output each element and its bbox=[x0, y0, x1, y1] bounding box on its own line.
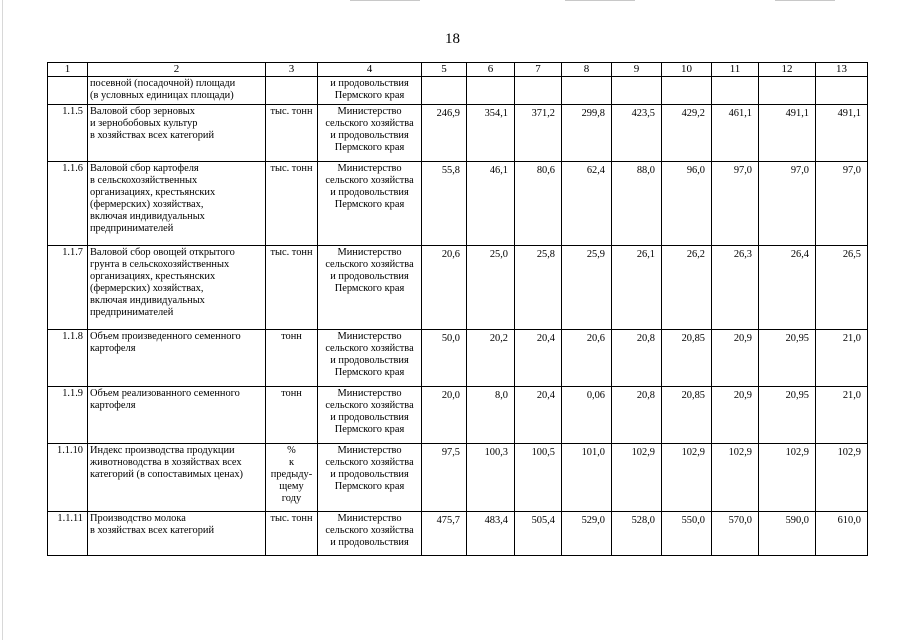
responsible-agency bbox=[318, 387, 422, 444]
unit-of-measure-line: щему bbox=[279, 481, 304, 492]
indicator-name-line: в сельскохозяйственных bbox=[90, 175, 198, 186]
value-cell: 475,7 bbox=[422, 512, 467, 556]
unit-of-measure bbox=[266, 77, 318, 105]
value-cell: 483,4 bbox=[467, 512, 515, 556]
responsible-agency-line: Пермского края bbox=[334, 481, 405, 492]
value-cell: 100,3 bbox=[467, 444, 515, 512]
responsible-agency-line: и продовольствия bbox=[330, 130, 409, 141]
indicator-name-line: (фермерских) хозяйствах, bbox=[90, 199, 204, 210]
value-cell: 102,9 bbox=[662, 444, 712, 512]
indicator-name bbox=[88, 162, 266, 246]
indicator-name-line: предпринимателей bbox=[90, 223, 174, 234]
indicator-name-line: предпринимателей bbox=[90, 307, 174, 318]
responsible-agency-line: Министерство bbox=[337, 247, 402, 258]
indicator-name bbox=[88, 105, 266, 162]
row-number bbox=[48, 77, 88, 105]
responsible-agency bbox=[318, 330, 422, 387]
responsible-agency bbox=[318, 444, 422, 512]
value-cell: 26,1 bbox=[612, 246, 662, 330]
indicators-table bbox=[47, 62, 868, 556]
responsible-agency-line: и продовольствия bbox=[330, 355, 409, 366]
value-cell: 570,0 bbox=[712, 512, 759, 556]
indicator-name bbox=[88, 444, 266, 512]
value-cell: 461,1 bbox=[712, 105, 759, 162]
indicator-name-line: категорий (в сопоставимых ценах) bbox=[90, 469, 243, 480]
value-cell: 491,1 bbox=[816, 105, 868, 162]
indicator-name bbox=[88, 330, 266, 387]
value-cell bbox=[562, 77, 612, 105]
value-cell: 590,0 bbox=[759, 512, 816, 556]
unit-of-measure bbox=[266, 444, 318, 512]
value-cell bbox=[422, 77, 467, 105]
value-cell: 26,5 bbox=[816, 246, 868, 330]
responsible-agency-line: Пермского края bbox=[334, 142, 405, 153]
value-cell: 55,8 bbox=[422, 162, 467, 246]
unit-of-measure-line: тонн bbox=[281, 331, 302, 342]
unit-of-measure bbox=[266, 512, 318, 556]
responsible-agency bbox=[318, 512, 422, 556]
indicator-name-line: в хозяйствах всех категорий bbox=[90, 130, 215, 141]
value-cell: 20,0 bbox=[422, 387, 467, 444]
indicator-name-line: в хозяйствах всех категорий bbox=[90, 525, 215, 536]
column-header: 4 bbox=[318, 63, 422, 77]
value-cell: 529,0 bbox=[562, 512, 612, 556]
table-row bbox=[48, 105, 868, 162]
column-header: 13 bbox=[816, 63, 868, 77]
value-cell: 20,85 bbox=[662, 330, 712, 387]
column-header: 12 bbox=[759, 63, 816, 77]
responsible-agency-line: сельского хозяйства bbox=[325, 400, 414, 411]
unit-of-measure-line: тыс. тонн bbox=[270, 247, 313, 258]
value-cell: 100,5 bbox=[515, 444, 562, 512]
value-cell: 550,0 bbox=[662, 512, 712, 556]
responsible-agency-line: и продовольствия bbox=[330, 469, 409, 480]
indicator-name-line: включая индивидуальных bbox=[90, 211, 205, 222]
indicator-name bbox=[88, 77, 266, 105]
scan-artifact-line bbox=[775, 0, 835, 1]
row-number: 1.1.11 bbox=[48, 512, 88, 556]
value-cell: 25,0 bbox=[467, 246, 515, 330]
indicator-name-line: организациях, крестьянских bbox=[90, 187, 216, 198]
responsible-agency bbox=[318, 105, 422, 162]
responsible-agency bbox=[318, 162, 422, 246]
value-cell: 20,9 bbox=[712, 387, 759, 444]
responsible-agency-line: сельского хозяйства bbox=[325, 259, 414, 270]
responsible-agency-line: сельского хозяйства bbox=[325, 457, 414, 468]
indicator-name bbox=[88, 246, 266, 330]
value-cell bbox=[467, 77, 515, 105]
value-cell: 20,2 bbox=[467, 330, 515, 387]
responsible-agency-line: Министерство bbox=[337, 163, 402, 174]
value-cell: 26,2 bbox=[662, 246, 712, 330]
column-header: 5 bbox=[422, 63, 467, 77]
value-cell: 97,0 bbox=[759, 162, 816, 246]
indicator-name-line: включая индивидуальных bbox=[90, 295, 205, 306]
responsible-agency-line: и продовольствия bbox=[330, 187, 409, 198]
unit-of-measure-line: тыс. тонн bbox=[270, 513, 313, 524]
column-header: 9 bbox=[612, 63, 662, 77]
responsible-agency-line: сельского хозяйства bbox=[325, 118, 414, 129]
value-cell bbox=[612, 77, 662, 105]
value-cell: 26,4 bbox=[759, 246, 816, 330]
value-cell: 97,0 bbox=[712, 162, 759, 246]
value-cell: 528,0 bbox=[612, 512, 662, 556]
row-number: 1.1.8 bbox=[48, 330, 88, 387]
responsible-agency-line: и продовольствия bbox=[330, 271, 409, 282]
row-number: 1.1.7 bbox=[48, 246, 88, 330]
value-cell: 96,0 bbox=[662, 162, 712, 246]
indicator-name-line: грунта в сельскохозяйственных bbox=[90, 259, 230, 270]
responsible-agency-line: Министерство bbox=[337, 331, 402, 342]
column-header: 8 bbox=[562, 63, 612, 77]
unit-of-measure-line: тыс. тонн bbox=[270, 106, 313, 117]
responsible-agency-line: и продовольствия bbox=[330, 537, 409, 548]
responsible-agency-line: Пермского края bbox=[334, 367, 405, 378]
responsible-agency-line: и продовольствия bbox=[330, 78, 409, 89]
value-cell bbox=[816, 77, 868, 105]
unit-of-measure bbox=[266, 387, 318, 444]
value-cell: 46,1 bbox=[467, 162, 515, 246]
value-cell: 299,8 bbox=[562, 105, 612, 162]
value-cell: 0,06 bbox=[562, 387, 612, 444]
value-cell: 26,3 bbox=[712, 246, 759, 330]
unit-of-measure bbox=[266, 105, 318, 162]
value-cell: 20,9 bbox=[712, 330, 759, 387]
row-number: 1.1.6 bbox=[48, 162, 88, 246]
table-row bbox=[48, 444, 868, 512]
responsible-agency-line: Министерство bbox=[337, 513, 402, 524]
value-cell: 25,9 bbox=[562, 246, 612, 330]
value-cell: 8,0 bbox=[467, 387, 515, 444]
scan-artifact-line bbox=[565, 0, 635, 1]
column-header: 3 bbox=[266, 63, 318, 77]
table-row bbox=[48, 387, 868, 444]
page-number: 18 bbox=[445, 31, 460, 47]
column-header: 1 bbox=[48, 63, 88, 77]
indicator-name-line: картофеля bbox=[90, 343, 136, 354]
indicator-name-line: (фермерских) хозяйствах, bbox=[90, 283, 204, 294]
value-cell: 20,6 bbox=[422, 246, 467, 330]
table-row bbox=[48, 330, 868, 387]
value-cell: 354,1 bbox=[467, 105, 515, 162]
value-cell: 246,9 bbox=[422, 105, 467, 162]
responsible-agency-line: Министерство bbox=[337, 445, 402, 456]
indicator-name-line: картофеля bbox=[90, 400, 136, 411]
indicator-name-line: Валовой сбор зерновых bbox=[90, 106, 195, 117]
value-cell: 102,9 bbox=[612, 444, 662, 512]
value-cell: 20,4 bbox=[515, 330, 562, 387]
responsible-agency-line: Министерство bbox=[337, 106, 402, 117]
responsible-agency-line: сельского хозяйства bbox=[325, 175, 414, 186]
value-cell: 88,0 bbox=[612, 162, 662, 246]
responsible-agency-line: и продовольствия bbox=[330, 412, 409, 423]
value-cell: 429,2 bbox=[662, 105, 712, 162]
value-cell: 505,4 bbox=[515, 512, 562, 556]
unit-of-measure-line: предыду- bbox=[270, 469, 313, 480]
value-cell: 102,9 bbox=[759, 444, 816, 512]
unit-of-measure bbox=[266, 330, 318, 387]
scan-left-edge bbox=[2, 0, 3, 640]
row-number: 1.1.10 bbox=[48, 444, 88, 512]
value-cell bbox=[662, 77, 712, 105]
indicator-name-line: Производство молока bbox=[90, 513, 186, 524]
indicator-name-line: Индекс производства продукции bbox=[90, 445, 235, 456]
value-cell: 20,85 bbox=[662, 387, 712, 444]
value-cell: 62,4 bbox=[562, 162, 612, 246]
responsible-agency-line: Министерство bbox=[337, 388, 402, 399]
value-cell: 491,1 bbox=[759, 105, 816, 162]
value-cell: 20,95 bbox=[759, 330, 816, 387]
responsible-agency-line: сельского хозяйства bbox=[325, 525, 414, 536]
indicator-name-line: посевной (посадочной) площади bbox=[90, 78, 236, 89]
value-cell: 20,8 bbox=[612, 387, 662, 444]
unit-of-measure-line: тыс. тонн bbox=[270, 163, 313, 174]
indicator-name-line: Валовой сбор картофеля bbox=[90, 163, 199, 174]
row-number: 1.1.5 bbox=[48, 105, 88, 162]
unit-of-measure-line: тонн bbox=[281, 388, 302, 399]
unit-of-measure bbox=[266, 246, 318, 330]
value-cell: 20,4 bbox=[515, 387, 562, 444]
value-cell: 97,0 bbox=[816, 162, 868, 246]
unit-of-measure bbox=[266, 162, 318, 246]
responsible-agency-line: Пермского края bbox=[334, 283, 405, 294]
value-cell: 101,0 bbox=[562, 444, 612, 512]
indicator-name bbox=[88, 512, 266, 556]
unit-of-measure-line: % bbox=[287, 445, 296, 456]
value-cell: 97,5 bbox=[422, 444, 467, 512]
responsible-agency-line: Пермского края bbox=[334, 424, 405, 435]
column-header: 6 bbox=[467, 63, 515, 77]
responsible-agency bbox=[318, 77, 422, 105]
column-header: 2 bbox=[88, 63, 266, 77]
row-number: 1.1.9 bbox=[48, 387, 88, 444]
responsible-agency-line: Пермского края bbox=[334, 90, 405, 101]
responsible-agency-line: сельского хозяйства bbox=[325, 343, 414, 354]
value-cell bbox=[759, 77, 816, 105]
value-cell: 423,5 bbox=[612, 105, 662, 162]
responsible-agency bbox=[318, 246, 422, 330]
indicator-name-line: организациях, крестьянских bbox=[90, 271, 216, 282]
table-row bbox=[48, 162, 868, 246]
responsible-agency-line: Пермского края bbox=[334, 199, 405, 210]
table-header-row bbox=[48, 63, 868, 77]
value-cell: 20,95 bbox=[759, 387, 816, 444]
value-cell: 50,0 bbox=[422, 330, 467, 387]
value-cell: 102,9 bbox=[816, 444, 868, 512]
table-row bbox=[48, 246, 868, 330]
unit-of-measure-line: к bbox=[288, 457, 295, 468]
value-cell: 20,6 bbox=[562, 330, 612, 387]
value-cell bbox=[515, 77, 562, 105]
value-cell bbox=[712, 77, 759, 105]
indicator-name-line: Объем реализованного семенного bbox=[90, 388, 240, 399]
indicator-name-line: и зернобобовых культур bbox=[90, 118, 198, 129]
table-body bbox=[48, 63, 868, 556]
table-row bbox=[48, 77, 868, 105]
indicator-name-line: животноводства в хозяйствах всех bbox=[90, 457, 242, 468]
indicator-name-line: (в условных единицах площади) bbox=[90, 90, 234, 101]
value-cell: 21,0 bbox=[816, 387, 868, 444]
column-header: 11 bbox=[712, 63, 759, 77]
value-cell: 610,0 bbox=[816, 512, 868, 556]
value-cell: 20,8 bbox=[612, 330, 662, 387]
indicator-name-line: Валовой сбор овощей открытого bbox=[90, 247, 235, 258]
value-cell: 102,9 bbox=[712, 444, 759, 512]
unit-of-measure-line: году bbox=[281, 493, 302, 504]
column-header: 7 bbox=[515, 63, 562, 77]
value-cell: 25,8 bbox=[515, 246, 562, 330]
indicator-name bbox=[88, 387, 266, 444]
scan-artifact-line bbox=[350, 0, 420, 1]
value-cell: 21,0 bbox=[816, 330, 868, 387]
value-cell: 80,6 bbox=[515, 162, 562, 246]
column-header: 10 bbox=[662, 63, 712, 77]
indicator-name-line: Объем произведенного семенного bbox=[90, 331, 241, 342]
table-row bbox=[48, 512, 868, 556]
value-cell: 371,2 bbox=[515, 105, 562, 162]
